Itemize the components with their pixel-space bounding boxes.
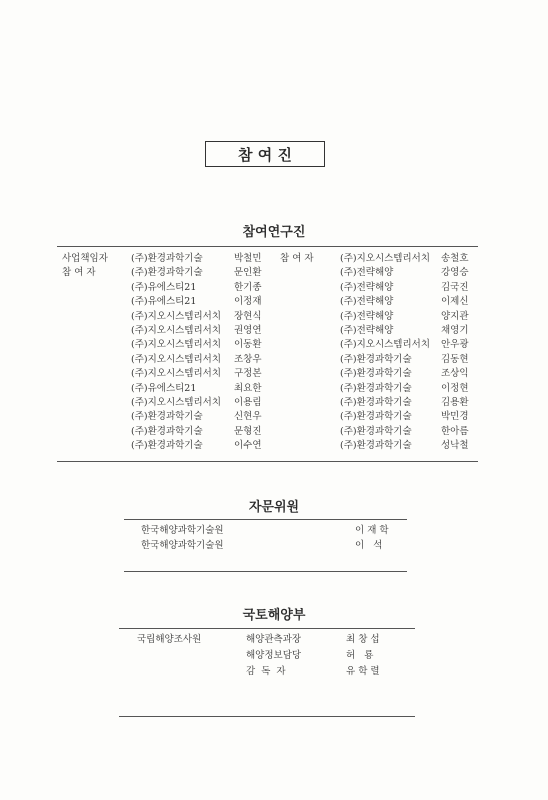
research-name: 송철호	[441, 253, 469, 264]
research-org: (주)환경과학기술	[340, 440, 412, 452]
research-name: 최요한	[234, 382, 262, 394]
research-name: 이용림	[234, 396, 262, 408]
research-org: (주)지오시스템리서치	[340, 253, 431, 264]
page-title-box	[205, 141, 325, 167]
page-title: 참 여 진	[238, 145, 292, 164]
research-name: 구정본	[234, 368, 262, 380]
research-name: 이제신	[441, 296, 469, 308]
ministry-top-rule	[119, 628, 415, 629]
research-name: 김용환	[441, 396, 469, 408]
research-org: (주)지오시스템리서치	[131, 310, 222, 322]
table-row	[0, 410, 548, 424]
advisors-top-rule	[124, 519, 407, 520]
research-org: (주)지오시스템리서치	[131, 353, 222, 365]
ministry-bottom-rule	[119, 716, 415, 717]
table-row	[0, 439, 548, 453]
research-org: (주)지오시스템리서치	[131, 368, 222, 380]
table-row	[0, 295, 548, 309]
table-row	[0, 338, 548, 352]
research-org: (주)전략해양	[340, 310, 394, 322]
research-org: (주)지오시스템리서치	[131, 339, 222, 351]
research-table	[0, 252, 548, 453]
research-org: (주)환경과학기술	[131, 440, 203, 452]
table-row	[0, 324, 548, 338]
ministry-name: 허 룡	[346, 650, 374, 661]
research-name: 안우광	[441, 339, 469, 351]
ministry-heading: 국토해양부	[242, 608, 306, 623]
table-row	[0, 382, 548, 396]
ministry-name: 유 학 렬	[346, 666, 380, 677]
ministry-org: 국립해양조사원	[137, 634, 202, 645]
research-name: 채영기	[441, 324, 469, 336]
advisor-name: 이 석	[355, 540, 383, 551]
research-org: (주)지오시스템리서치	[131, 324, 222, 336]
table-row	[0, 310, 548, 324]
research-org: (주)지오시스템리서치	[340, 339, 431, 351]
research-name: 양지관	[441, 310, 469, 322]
research-name: 박민경	[441, 411, 469, 423]
research-org: (주)환경과학기술	[340, 396, 412, 408]
table-row	[0, 252, 548, 266]
table-row	[0, 367, 548, 381]
research-org: (주)환경과학기술	[340, 368, 412, 380]
research-name: 신현우	[234, 411, 262, 423]
advisor-org: 한국해양과학기술원	[141, 540, 224, 551]
research-name: 조상익	[441, 368, 469, 380]
research-name: 한아름	[441, 425, 469, 437]
research-name: 장현식	[234, 310, 262, 322]
research-name: 이수연	[234, 440, 262, 452]
research-name: 성낙철	[441, 440, 469, 452]
research-name: 권영연	[234, 324, 262, 336]
ministry-title: 감 독 자	[246, 666, 286, 677]
research-org: (주)유에스티21	[131, 296, 197, 308]
research-org: (주)환경과학기술	[340, 411, 412, 423]
research-org: (주)유에스티21	[131, 281, 197, 293]
research-name: 이동환	[234, 339, 262, 351]
research-name: 김동현	[441, 353, 469, 365]
research-org: (주)전략해양	[340, 296, 394, 308]
research-org: (주)환경과학기술	[131, 425, 203, 437]
research-top-rule	[57, 246, 478, 247]
ministry-title: 해양관측과장	[246, 634, 302, 645]
research-org: (주)환경과학기술	[131, 267, 203, 279]
research-org: (주)전략해양	[340, 281, 394, 293]
advisor-org: 한국해양과학기술원	[141, 525, 224, 536]
research-role: 사업책임자	[62, 253, 108, 264]
advisors-heading: 자문위원	[248, 500, 300, 515]
research-org: (주)전략해양	[340, 324, 394, 336]
research-org: (주)지오시스템리서치	[131, 396, 222, 408]
research-name: 문형진	[234, 425, 262, 437]
table-row	[0, 396, 548, 410]
research-name: 조창우	[234, 353, 262, 365]
research-name: 한기종	[234, 281, 262, 293]
research-name: 김국진	[441, 281, 469, 293]
research-bottom-rule	[57, 461, 478, 462]
research-org: (주)유에스티21	[131, 382, 197, 394]
research-org: (주)환경과학기술	[131, 253, 203, 264]
research-org: (주)환경과학기술	[340, 353, 412, 365]
research-org: (주)전략해양	[340, 267, 394, 279]
research-org: (주)환경과학기술	[340, 382, 412, 394]
research-name: 이정현	[441, 382, 469, 394]
research-role: 참 여 자	[62, 267, 96, 279]
research-heading: 참여연구진	[242, 225, 306, 240]
table-row	[0, 425, 548, 439]
research-org: (주)환경과학기술	[131, 411, 203, 423]
research-org: (주)환경과학기술	[340, 425, 412, 437]
table-row	[0, 353, 548, 367]
ministry-title: 해양정보담당	[246, 650, 302, 661]
research-name: 강영승	[441, 267, 469, 279]
research-name: 이정재	[234, 296, 262, 308]
research-name: 박철민	[234, 253, 262, 264]
table-row	[0, 266, 548, 280]
ministry-name: 최 창 섭	[346, 634, 380, 645]
table-row	[0, 281, 548, 295]
research-name: 문인환	[234, 267, 262, 279]
research-role: 참 여 자	[280, 253, 314, 264]
advisors-bottom-rule	[124, 571, 407, 572]
advisor-name: 이 재 학	[355, 525, 389, 536]
